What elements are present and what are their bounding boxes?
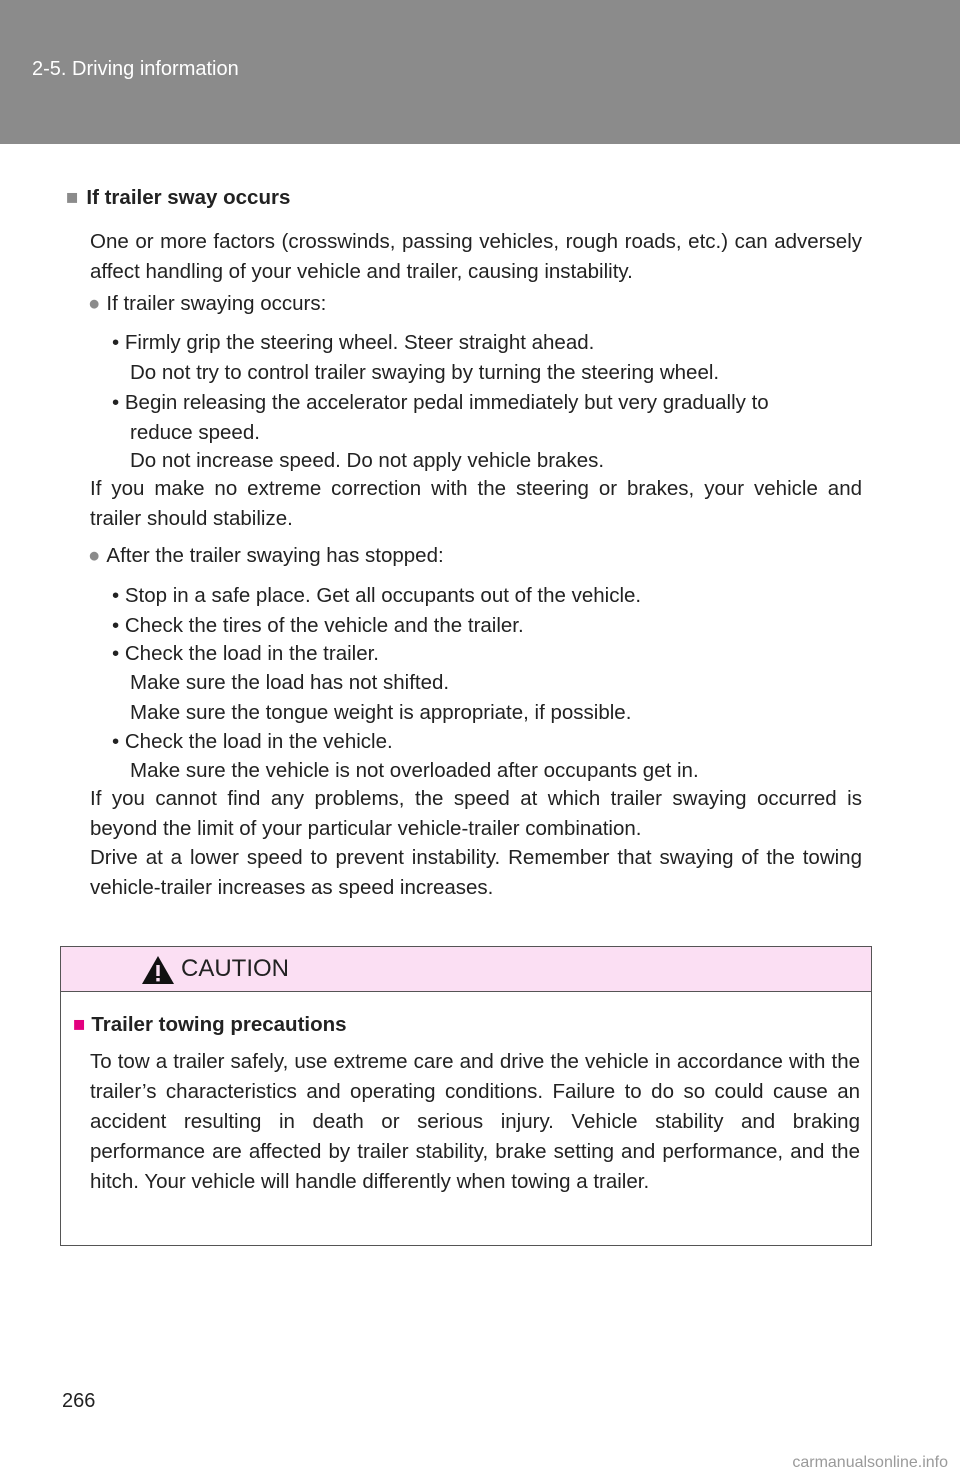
sub2-heading: ● After the trailer swaying has stopped: [88,544,444,567]
square-marker-icon: ■ [73,1013,86,1036]
section-title-text: If trailer sway occurs [86,186,291,209]
intro-paragraph: One or more factors (crosswinds, passing vehicles, rough roads, etc.) can adversely affect handling of your vehicle and trailer, causing instability. [90,230,862,283]
sub1-after-paragraph: If you make no extreme correction with the steering or brakes, your vehicle and trailer should stabilize. [90,477,862,530]
list-item: Do not increase speed. Do not apply vehicle brakes. [130,449,605,472]
section-title [66,183,290,213]
list-item: Do not try to control trailer swaying by turning the steering wheel. [130,361,720,384]
sub2-after-paragraph-1: If you cannot find any problems, the speed at which trailer swaying occurred is beyond the limit of your particular vehicle-trailer combination. [90,787,862,840]
page-header [0,0,960,144]
warning-triangle-icon [141,955,175,985]
circle-bullet-icon: ● [88,544,101,567]
caution-title: ■ Trailer towing precautions [73,1013,347,1036]
sub1-heading: ● If trailer swaying occurs: [88,292,327,315]
page-number: 266 [62,1390,96,1412]
list-item: • Check the tires of the vehicle and the trailer. [112,614,524,637]
chapter-title: 2-5. Driving information [32,58,239,80]
list-item: • Check the load in the trailer. [112,642,379,665]
list-item: • Begin releasing the accelerator pedal immediately but very gradually to [112,391,769,414]
circle-bullet-icon: ● [88,292,101,315]
caution-text: To tow a trailer safely, use extreme care and drive the vehicle in accordance with the trailer’s characteristics and operating conditions. Failure to do so could cause an accident resulting in death or serious injury. Vehicle stability and braking performance are affected by trailer stability, brake setting and performance, and the hitch. Your vehicle will handle differently when towing a trailer. [90,1050,860,1193]
square-marker-icon: ■ [66,186,79,209]
list-item: Make sure the vehicle is not overloaded after occupants get in. [130,759,699,782]
list-item: Make sure the tongue weight is appropriate, if possible. [130,701,632,724]
caution-box [60,946,872,1246]
watermark: carmanualsonline.info [792,1454,948,1471]
sub2-after-paragraph-2: Drive at a lower speed to prevent instability. Remember that swaying of the towing vehicle-trailer increases as speed increases. [90,846,862,899]
list-item: reduce speed. [130,421,260,444]
list-item: • Stop in a safe place. Get all occupants out of the vehicle. [112,584,642,607]
list-item: Make sure the load has not shifted. [130,671,450,694]
list-item: • Firmly grip the steering wheel. Steer straight ahead. [112,331,595,354]
caution-header [61,947,871,992]
list-item: • Check the load in the vehicle. [112,730,393,753]
caution-label: CAUTION [181,955,289,982]
